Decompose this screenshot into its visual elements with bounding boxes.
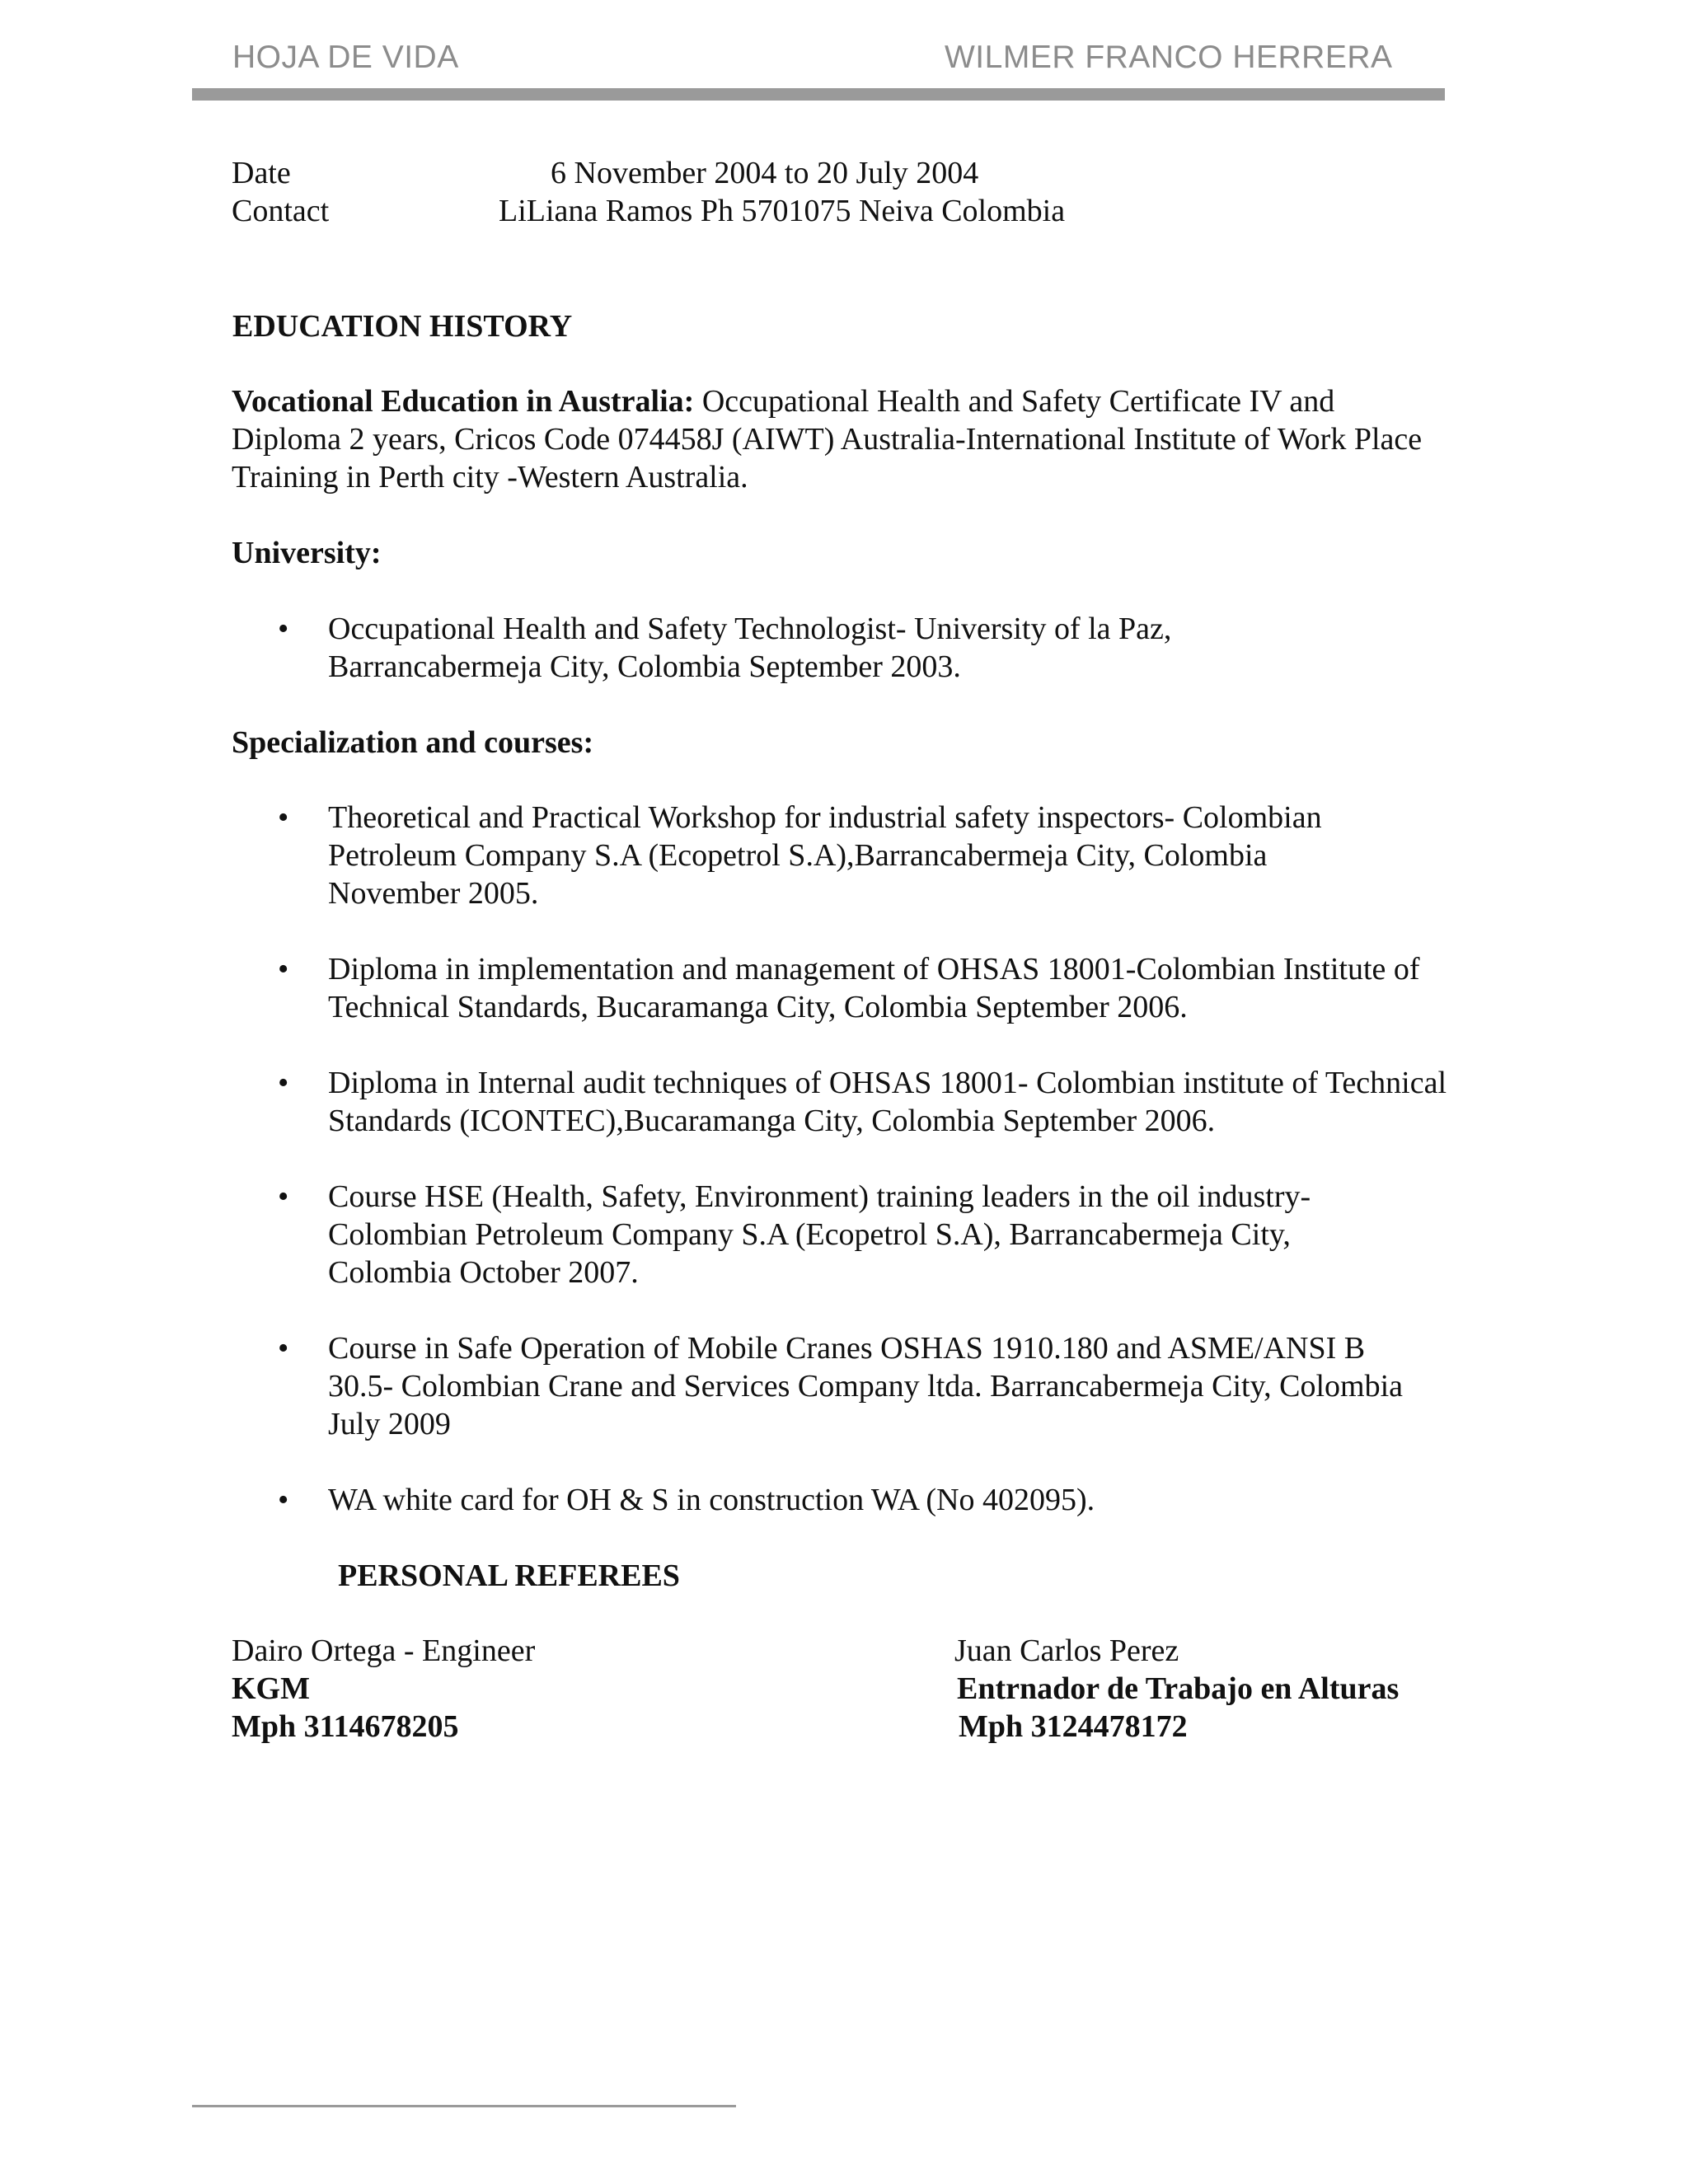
referee-2-phone: Mph 3124478172 — [959, 1709, 1188, 1744]
referee-2-name: Juan Carlos Perez — [954, 1633, 1179, 1668]
header-divider — [192, 88, 1445, 101]
header-name: WILMER FRANCO HERRERA — [945, 40, 1393, 75]
bullet-icon: • — [278, 1331, 289, 1366]
header-title: HOJA DE VIDA — [232, 40, 459, 75]
course-item: Course in Safe Operation of Mobile Cranes OSHAS 1910.180 and ASME/ANSI B 30.5- Colombian Crane and Services Company ltda. Barrancabermeja City, Colombia July 2009 — [328, 1331, 1403, 1441]
referee-2-org: Entrnador de Trabajo en Alturas — [957, 1671, 1400, 1706]
course-item: Diploma in Internal audit techniques of OHSAS 18001- Colombian institute of Technical Standards (ICONTEC),Bucaramanga City, Colombia September 2006. — [328, 1066, 1447, 1138]
bullet-icon: • — [278, 952, 289, 987]
bullet-icon: • — [278, 612, 289, 646]
referees-heading: PERSONAL REFEREES — [338, 1558, 680, 1593]
contact-value: LiLiana Ramos Ph 5701075 Neiva Colombia — [499, 194, 1066, 228]
vocational-paragraph — [232, 382, 1435, 496]
course-item: Course HSE (Health, Safety, Environment) training leaders in the oil industry- Colombian Petroleum Company S.A (Ecopetrol S.A), Barrancabermeja City, Colombia October 2007. — [328, 1179, 1311, 1290]
course-item: Theoretical and Practical Workshop for industrial safety inspectors- Colombian Petroleum Company S.A (Ecopetrol S.A),Barrancabermeja City, Colombia November 2005. — [328, 800, 1322, 911]
university-heading: University: — [232, 536, 382, 570]
bullet-icon: • — [278, 1066, 289, 1100]
courses-heading: Specialization and courses: — [232, 725, 594, 760]
education-heading: EDUCATION HISTORY — [232, 309, 573, 344]
vocational-label: Vocational Education in Australia: — [232, 384, 695, 419]
course-item: WA white card for OH & S in construction WA (No 402095). — [328, 1483, 1095, 1517]
contact-label: Contact — [232, 194, 330, 228]
vocational-text: Occupational Health and Safety Certificate IV and Diploma 2 years, Cricos Code 074458J (AIWT) Australia-International Institute of Work Place Training in Perth city -Western Australia. — [232, 384, 1423, 494]
date-value: 6 November 2004 to 20 July 2004 — [551, 156, 979, 190]
university-item: Occupational Health and Safety Technologist- University of la Paz, Barrancabermeja City, Colombia September 2003. — [328, 612, 1172, 684]
date-label: Date — [232, 156, 291, 190]
bullet-icon: • — [278, 800, 289, 835]
bullet-icon: • — [278, 1179, 289, 1214]
referee-1-name: Dairo Ortega - Engineer — [232, 1633, 536, 1668]
referee-1-phone: Mph 3114678205 — [232, 1709, 459, 1744]
course-item: Diploma in implementation and management of OHSAS 18001-Colombian Institute of Technical Standards, Bucaramanga City, Colombia September 2006. — [328, 952, 1420, 1024]
bullet-icon: • — [278, 1483, 289, 1517]
footer-divider — [192, 2105, 736, 2107]
referee-1-org: KGM — [232, 1671, 310, 1706]
